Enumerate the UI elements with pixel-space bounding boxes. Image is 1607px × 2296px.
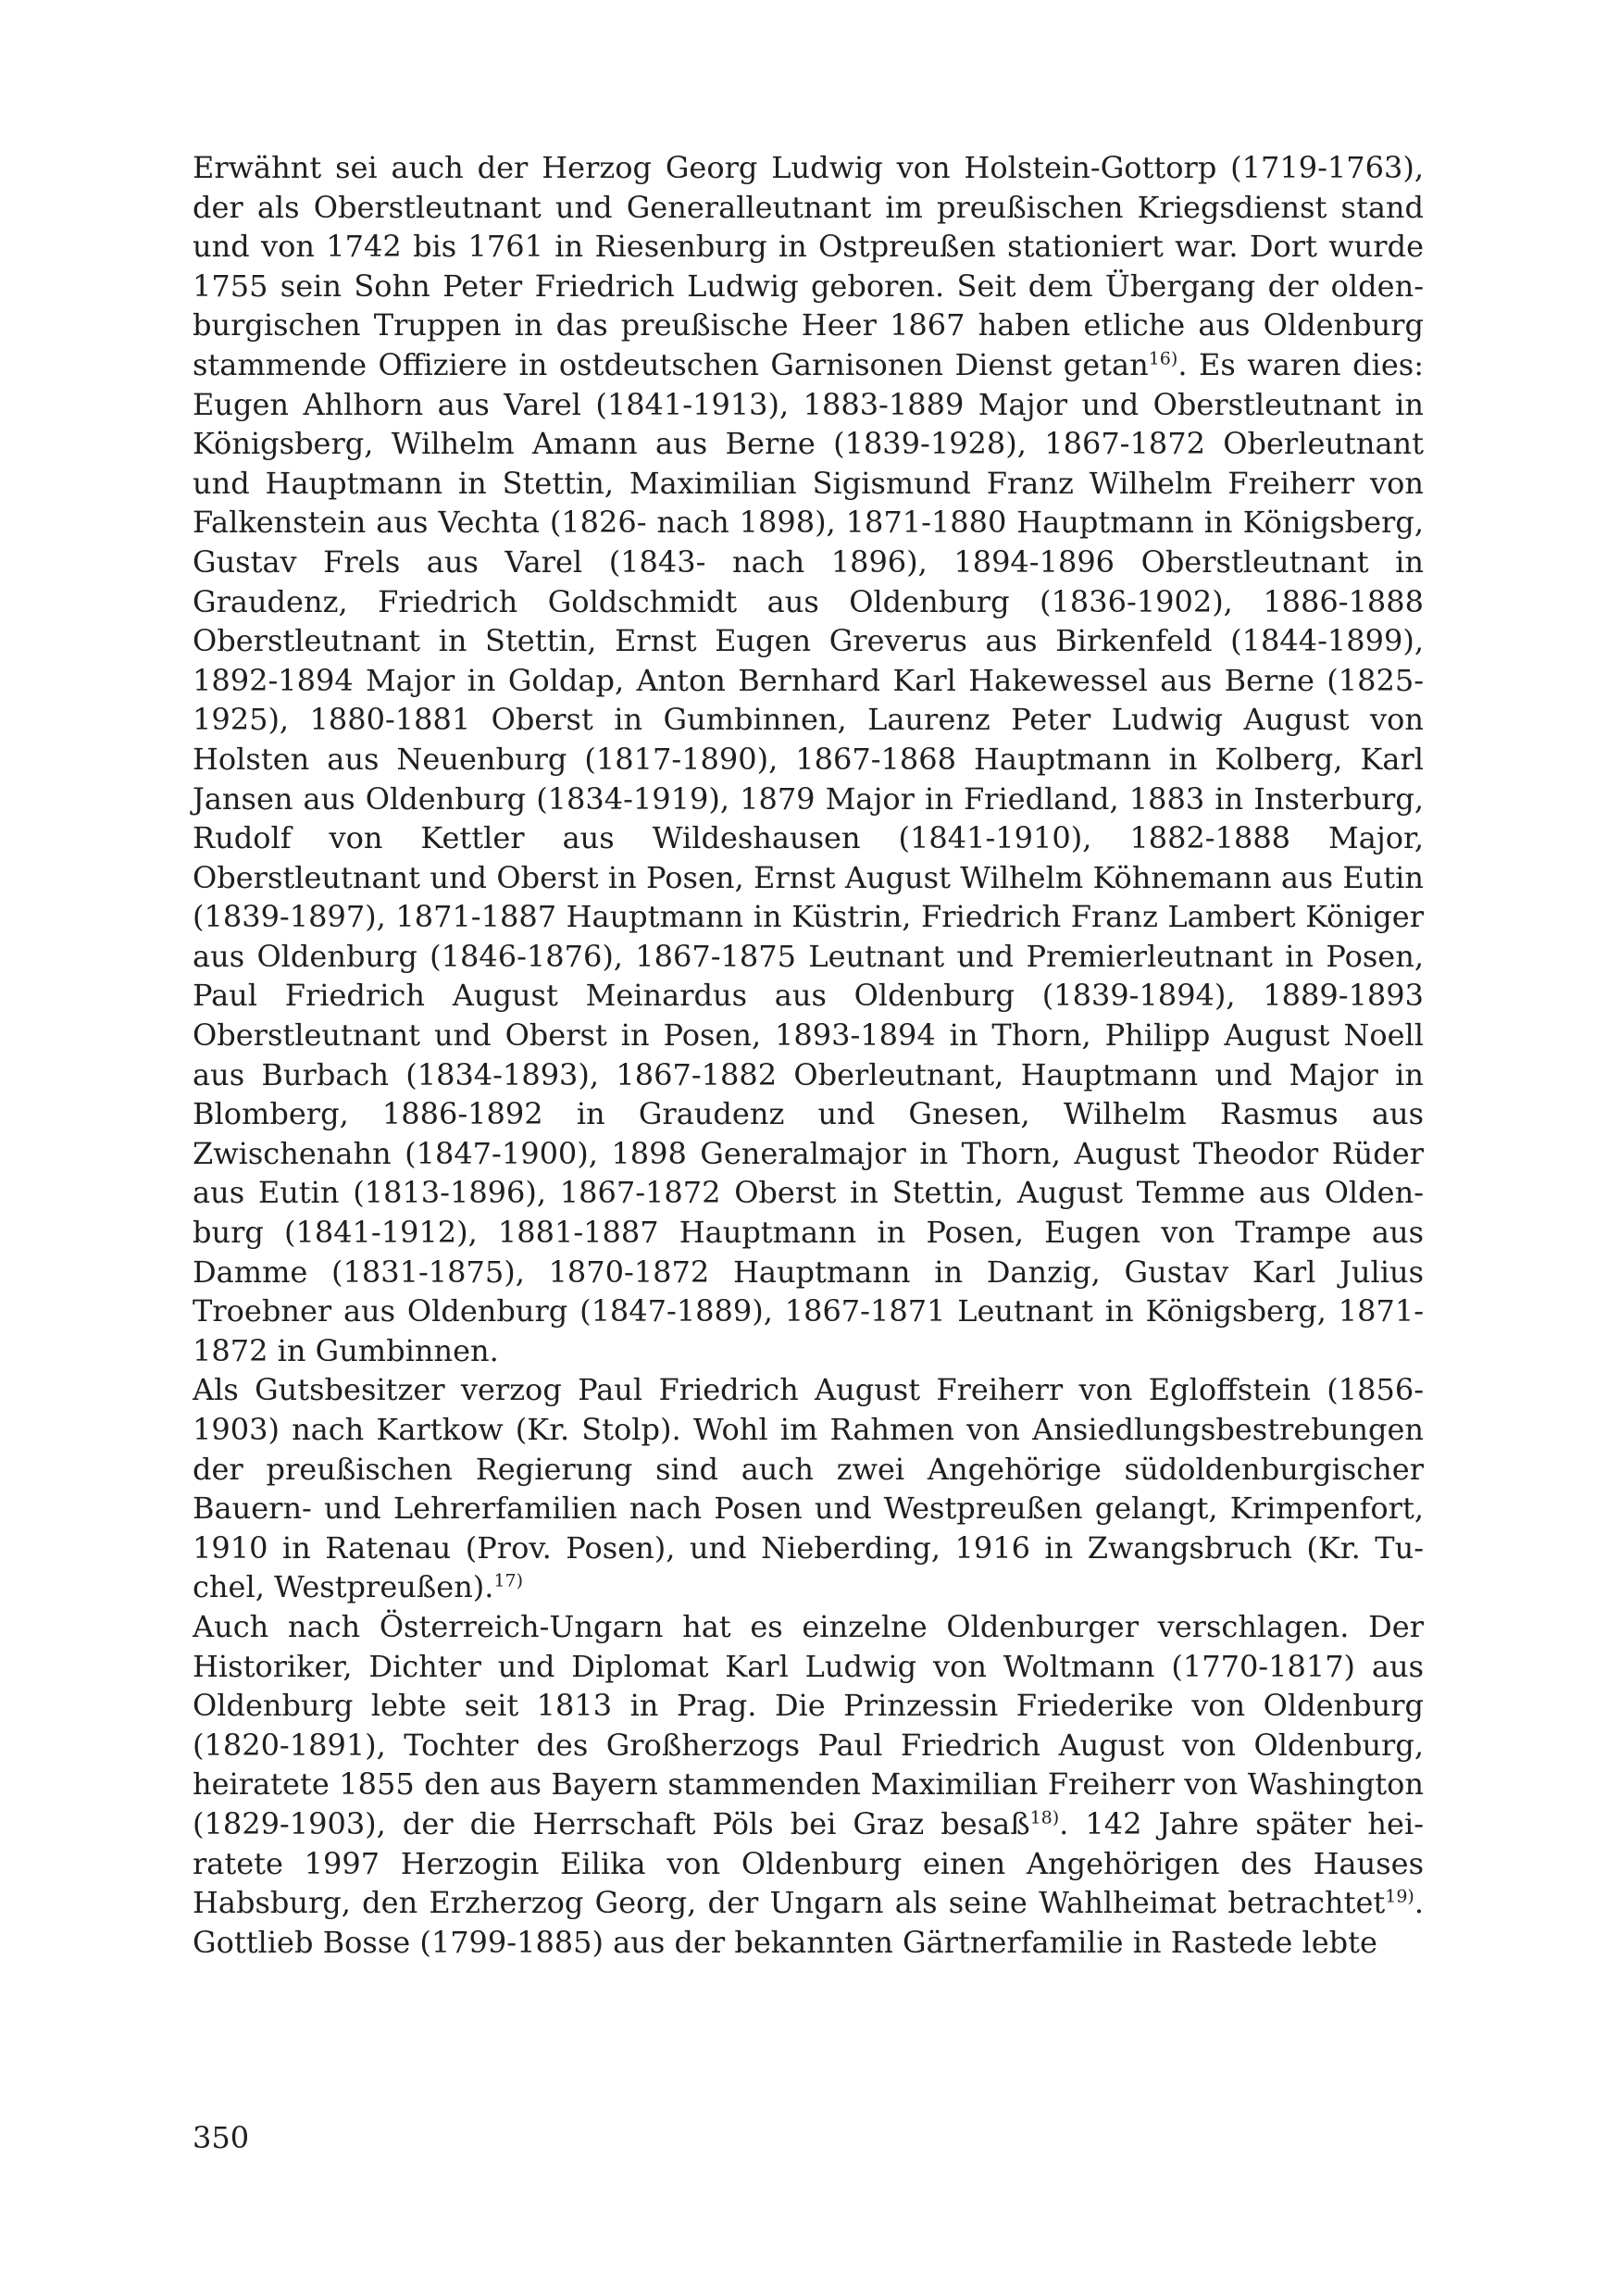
paragraph-text: Auch nach Österreich-Ungarn hat es einzelne Oldenburger verschlagen. Der Historiker, Dichter und Diplomat Karl Ludwig von Woltmann (1770-1817) aus Oldenburg lebte seit 1813 in Prag. Die Prinzessin Friederike von Oldenburg (1820-1891), Tochter des Großherzogs Paul Friedrich August von Oldenburg, heiratete 1855 den aus Bayern stammenden Maximilian Freiherr von Washington (1829-1903), der die Herrschaft Pöls bei Graz besaß <box>193 1608 1424 1841</box>
paragraph <box>193 1370 1424 1607</box>
page-number: 350 <box>193 2120 250 2155</box>
paragraph <box>193 148 1424 1370</box>
footnote-reference: 16) <box>1148 348 1178 369</box>
paragraph-text: Als Gutsbesitzer verzog Paul Friedrich August Freiherr von Egloffstein (1856-1903) nach Kartkow (Kr. Stolp). Wohl im Rahmen von Ansiedlungsbestrebungen der preußischen Regierung sind auch zwei Angehörige südoldenburgischer Bauern- und Lehrerfamilien nach Posen und Westpreußen gelangt, Krimpenfort, 1910 in Ratenau (Prov. Posen), und Nieberding, 1916 in Zwangsbruch (Kr. Tuchel, Westpreußen). <box>193 1372 1424 1605</box>
footnote-reference: 18) <box>1029 1807 1060 1828</box>
paragraph <box>193 1607 1424 1962</box>
footnote-reference: 17) <box>493 1570 524 1591</box>
footnote-reference: 19) <box>1385 1886 1414 1907</box>
paragraph-text: . 142 Jahre später heiratete 1997 Herzogin Eilika von Oldenburg einen Angehörigen des Hauses Habsburg, den Erzherzog Georg, der Ungarn als seine Wahlheimat betrachtet <box>193 1805 1425 1921</box>
paragraph-text: . Gottlieb Bosse (1799-1885) aus der bekannten Gärtnerfamilie in Rastede lebte <box>193 1885 1424 1960</box>
paragraph-text: . Es waren dies: Eugen Ahlhorn aus Varel (1841-1913), 1883-1889 Major und Oberstleutnant in Königsberg, Wilhelm Amann aus Berne (1839-1928), 1867-1872 Oberleutnant und Hauptmann in Stettin, Maximilian Sigismund Franz Wilhelm Freiherr von Falkenstein aus Vechta (1826- nach 1898), 1871-1880 Hauptmann in Königsberg, Gustav Frels aus Varel (1843- nach 1896), 1894-1896 Oberstleutnant in Graudenz, Friedrich Goldschmidt aus Oldenburg (1836-1902), 1886-1888 Oberstleutnant in Stettin, Ernst Eugen Greverus aus Birkenfeld (1844-1899), 1892-1894 Major in Goldap, Anton Bernhard Karl Hakewessel aus Berne (1825-1925), 1880-1881 Oberst in Gumbinnen, Laurenz Peter Ludwig August von Holsten aus Neuenburg (1817-1890), 1867-1868 Hauptmann in Kolberg, Karl Jansen aus Oldenburg (1834-1919), 1879 Major in Friedland, 1883 in Insterburg, Rudolf von Kettler aus Wildeshausen (1841-1910), 1882-1888 Major, Oberstleutnant und Oberst in Posen, Ernst August Wilhelm Köhnemann aus Eutin (1839-1897), 1871-1887 Hauptmann in Küstrin, Friedrich Franz Lambert Königer aus Oldenburg (1846-1876), 1867-1875 Leutnant und Premierleutnant in Posen, Paul Friedrich August Meinardus aus Oldenburg (1839-1894), 1889-1893 Oberstleutnant und Oberst in Posen, 1893-1894 in Thorn, Philipp August Noell aus Burbach (1834-1893), 1867-1882 Oberleutnant, Hauptmann und Major in Blomberg, 1886-1892 in Graudenz und Gnesen, Wilhelm Rasmus aus Zwischenahn (1847-1900), 1898 Generalmajor in Thorn, August Theodor Rüder aus Eutin (1813-1896), 1867-1872 Oberst in Stettin, August Temme aus Oldenburg (1841-1912), 1881-1887 Hauptmann in Posen, Eugen von Trampe aus Damme (1831-1875), 1870-1872 Hauptmann in Danzig, Gustav Karl Julius Troebner aus Oldenburg (1847-1889), 1867-1871 Leutnant in Königsberg, 1871-1872 in Gumbinnen. <box>193 346 1425 1368</box>
body-text <box>193 148 1424 1962</box>
paragraph-text: Erwähnt sei auch der Herzog Georg Ludwig von Holstein-Gottorp (1719-1763), der als Oberstleutnant und Generalleutnant im preußischen Kriegsdienst stand und von 1742 bis 1761 in Riesenburg in Ostpreußen stationiert war. Dort wurde 1755 sein Sohn Peter Friedrich Ludwig geboren. Seit dem Übergang der oldenburgischen Truppen in das preußische Heer 1867 haben etliche aus Oldenburg stammende Offiziere in ostdeutschen Garnisonen Dienst getan <box>193 150 1424 382</box>
